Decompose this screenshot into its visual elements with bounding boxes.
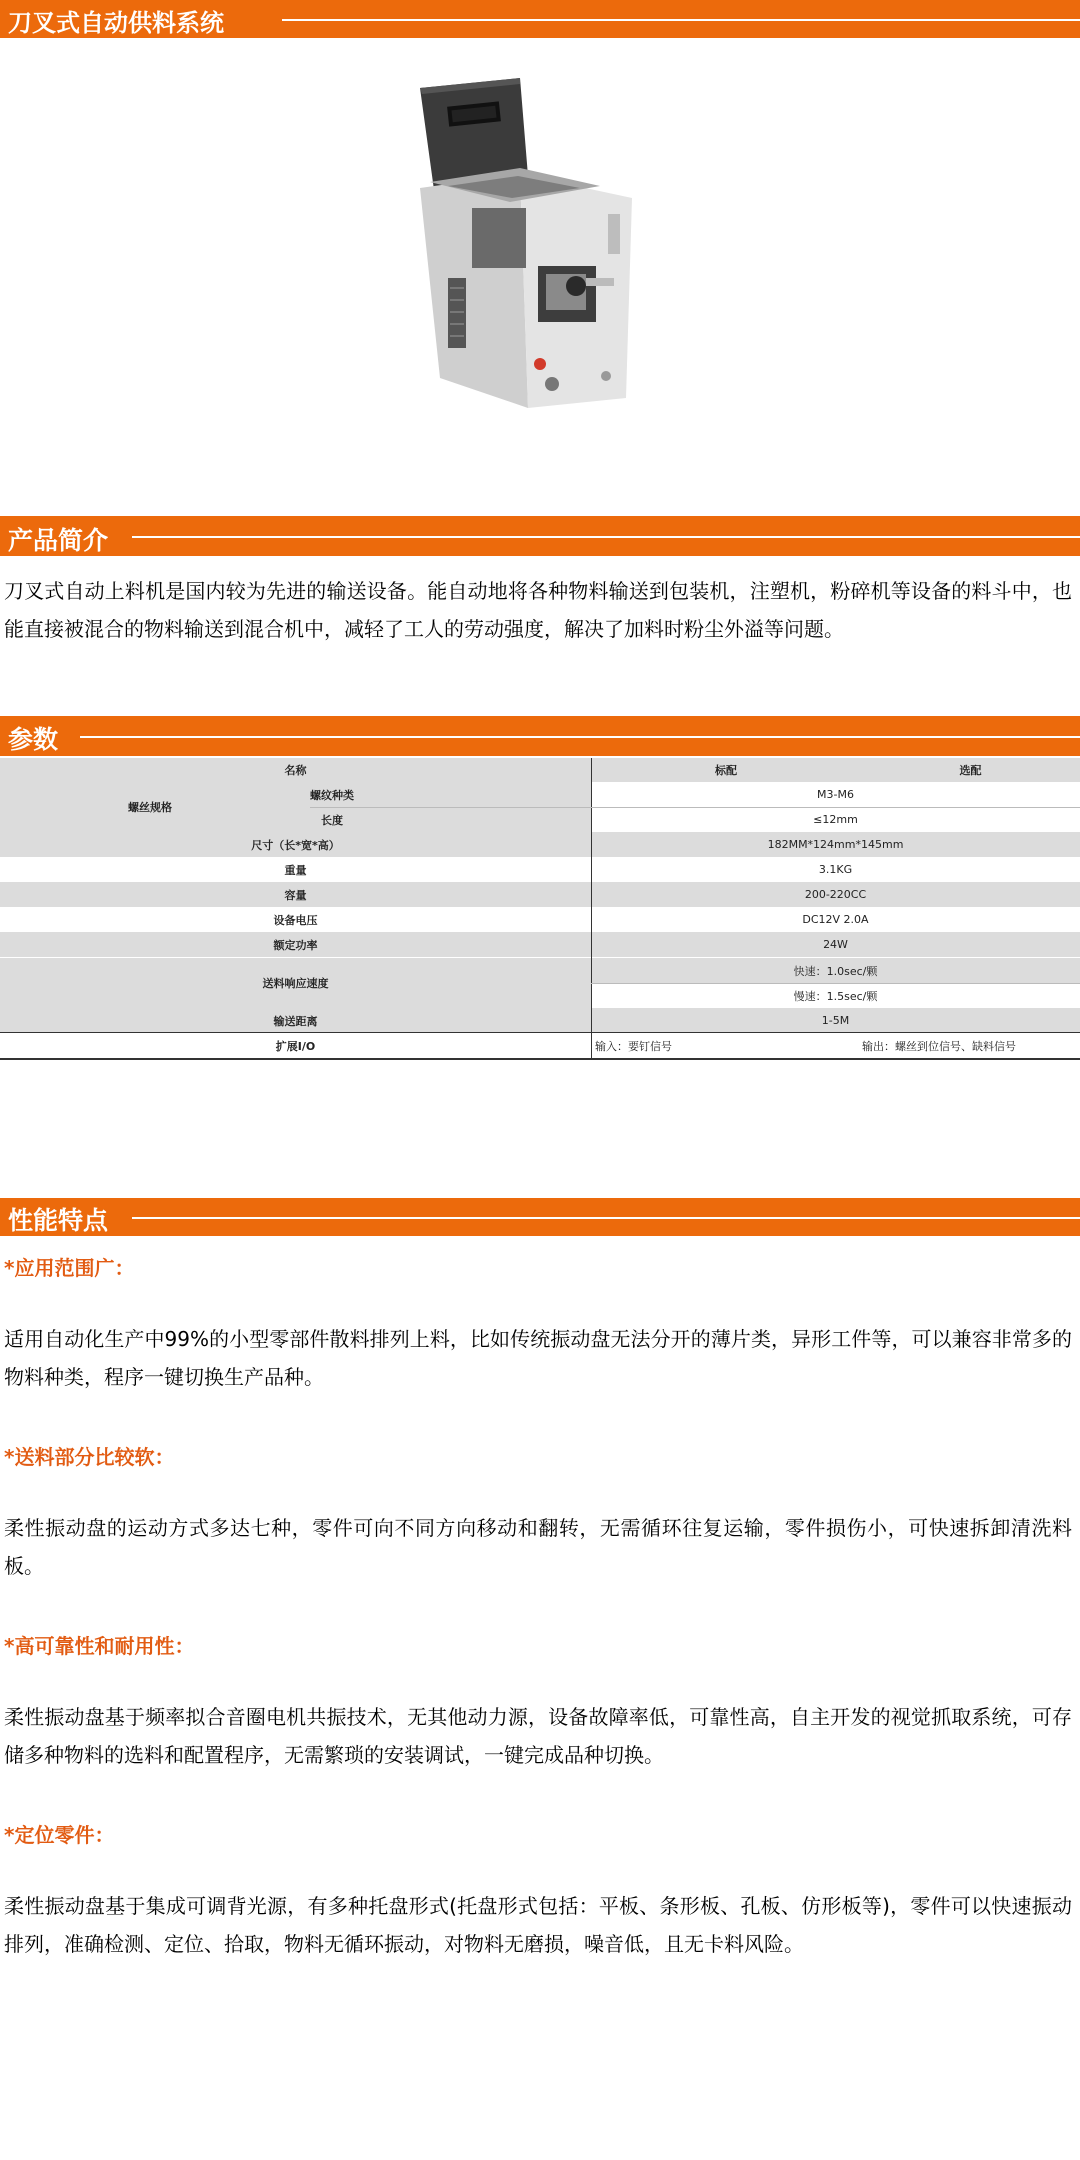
- weight-value: 3.1KG: [818, 863, 853, 876]
- header-bar: [0, 0, 1080, 38]
- params-table: [0, 758, 1080, 1060]
- feature-title: *送料部分比较软：: [4, 1445, 175, 1469]
- table-bottom-line: [0, 1058, 1080, 1060]
- feature-title: *定位零件：: [4, 1823, 115, 1847]
- voltage-value: DC12V 2.0A: [802, 913, 869, 926]
- size-label: 尺寸（长*宽*高）: [251, 838, 340, 852]
- weight-label: 重量: [284, 863, 307, 877]
- table-line: [591, 807, 1080, 808]
- table-line: [591, 983, 1080, 984]
- intro-heading-bar: [0, 516, 1080, 556]
- feature-text: 柔性振动盘的运动方式多达七种，零件可向不同方向移动和翻转，无需循环往复运输，零件损伤小，可快速拆卸清洗料板。: [4, 1516, 1072, 1578]
- features-heading: 性能特点: [8, 1206, 109, 1235]
- distance-label: 输送距离: [273, 1014, 318, 1028]
- power-label: 额定功率: [273, 938, 318, 952]
- thread-type-label: 螺纹种类: [310, 788, 354, 802]
- feature-text: 适用自动化生产中99%的小型零部件散料排列上料，比如传统振动盘无法分开的薄片类，异形工件等，可以兼容非常多的物料种类，程序一键切换生产品种。: [4, 1327, 1072, 1389]
- io-input-value: 输入：要钉信号: [595, 1039, 672, 1053]
- feeder-machine-image: [400, 78, 660, 428]
- distance-value: 1-5M: [821, 1014, 850, 1027]
- col-standard-header: 标配: [715, 764, 737, 777]
- col-name-header: 名称: [284, 764, 307, 777]
- io-label: 扩展I/O: [275, 1039, 316, 1053]
- table-line: [0, 1032, 1080, 1033]
- speed-fast-value: 快速：1.0sec/颗: [793, 964, 878, 978]
- intro-heading: 产品简介: [8, 526, 109, 555]
- intro-rule: [132, 536, 1080, 538]
- features-heading-bar: [0, 1198, 1080, 1236]
- features-rule: [132, 1217, 1080, 1219]
- col-optional-header: 选配: [959, 764, 982, 777]
- params-heading-bar: [0, 716, 1080, 756]
- feature-text: 柔性振动盘基于频率拟合音圈电机共振技术，无其他动力源，设备故障率低，可靠性高，自主开发的视觉抓取系统，可存储多种物料的选料和配置程序，无需繁琐的安装调试，一键完成品种切换。: [4, 1705, 1072, 1767]
- screw-spec-label: 螺丝规格: [128, 801, 172, 814]
- length-label: 长度: [321, 813, 343, 827]
- intro-text: 刀叉式自动上料机是国内较为先进的输送设备。能自动地将各种物料输送到包装机，注塑机，粉碎机等设备的料斗中，也能直接被混合的物料输送到混合机中，减轻了工人的劳动强度，解决了加料时粉尘外溢等问题。: [4, 579, 1072, 641]
- length-value: ≤12mm: [813, 813, 858, 826]
- speed-slow-value: 慢速：1.5sec/颗: [793, 989, 878, 1003]
- thread-type-value: M3-M6: [817, 788, 854, 801]
- size-value: 182MM*124mm*145mm: [767, 838, 904, 851]
- io-output-value: 输出：螺丝到位信号、缺料信号: [862, 1039, 1016, 1053]
- feature-title: *高可靠性和耐用性：: [4, 1634, 195, 1658]
- speed-label: 送料响应速度: [262, 977, 329, 990]
- capacity-label: 容量: [284, 888, 307, 902]
- table-divider: [591, 758, 592, 1060]
- feature-text: 柔性振动盘基于集成可调背光源，有多种托盘形式(托盘形式包括：平板、条形板、孔板、仿形板等)，零件可以快速振动排列，准确检测、定位、拾取，物料无循环振动，对物料无磨损，噪音低，且无卡料风险。: [4, 1894, 1072, 1956]
- params-heading: 参数: [8, 725, 59, 754]
- params-rule: [80, 736, 1080, 738]
- page-title: 刀叉式自动供料系统: [8, 9, 224, 37]
- table-line: [310, 807, 591, 808]
- feature-title: *应用范围广：: [4, 1256, 135, 1280]
- voltage-label: 设备电压: [273, 913, 318, 927]
- header-rule: [282, 19, 1080, 21]
- capacity-value: 200-220CC: [804, 888, 867, 901]
- power-value: 24W: [823, 938, 848, 951]
